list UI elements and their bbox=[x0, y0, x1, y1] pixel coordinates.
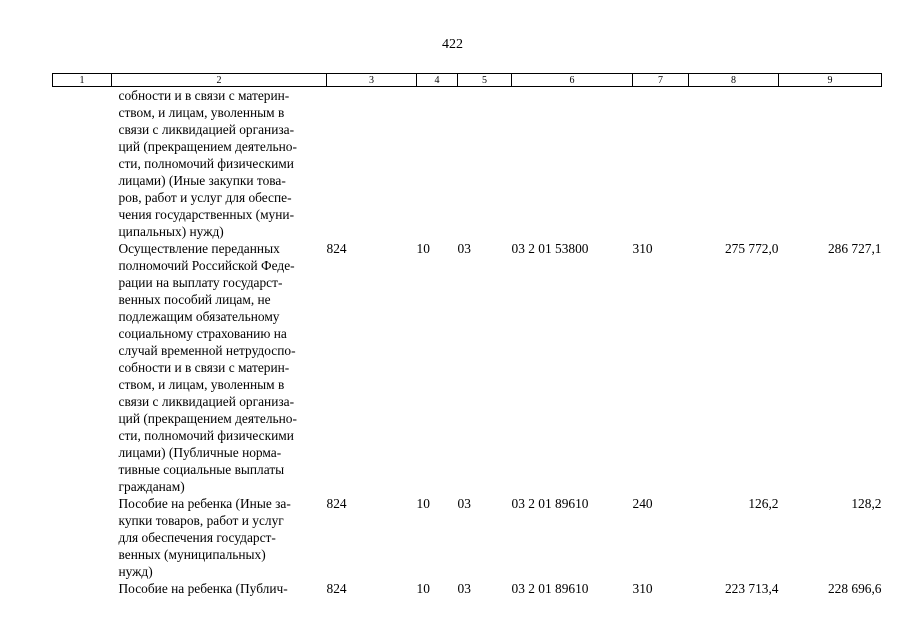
sum-year2-cell bbox=[779, 87, 882, 241]
target-article-cell: 03 2 01 89610 bbox=[511, 496, 589, 511]
row-number-cell bbox=[53, 495, 112, 580]
subsection-cell: 03 bbox=[457, 581, 471, 596]
column-number-row bbox=[53, 74, 882, 87]
page-number: 422 bbox=[442, 37, 463, 52]
ministry-code-cell: 824 bbox=[326, 581, 347, 596]
column-number-header: 1 bbox=[53, 74, 112, 87]
section-cell: 10 bbox=[416, 241, 430, 256]
row-number-cell bbox=[53, 87, 112, 241]
sum-year2-cell: 128,2 bbox=[851, 496, 882, 511]
table-row bbox=[53, 87, 882, 241]
sum-year1-cell: 223 713,4 bbox=[724, 581, 779, 596]
ministry-code-cell: 824 bbox=[326, 496, 347, 511]
row-number-cell bbox=[53, 240, 112, 495]
sum-year2-cell: 286 727,1 bbox=[827, 241, 882, 256]
sum-year2-cell: 228 696,6 bbox=[827, 581, 882, 596]
ministry-code-cell: 824 bbox=[326, 241, 347, 256]
column-number-header: 3 bbox=[327, 74, 417, 87]
sum-year1-cell: 275 772,0 bbox=[724, 241, 779, 256]
subsection-cell: 03 bbox=[457, 496, 471, 511]
target-article-cell: 03 2 01 89610 bbox=[511, 581, 589, 596]
expense-type-cell: 310 bbox=[632, 581, 653, 596]
column-number-header: 2 bbox=[112, 74, 327, 87]
row-description: Пособие на ребенка (Иные за- купки товаров, работ и услуг для обеспечения государст- венных (муниципальных) нужд) bbox=[118, 496, 291, 579]
section-cell bbox=[417, 87, 458, 241]
column-number-header: 6 bbox=[512, 74, 633, 87]
subsection-cell: 03 bbox=[457, 241, 471, 256]
row-description: Осуществление переданных полномочий Российской Феде- рации на выплату государст- венных пособий лицам, не подлежащим обязательному социальному страхованию на случай временной нетрудоспо- собности и в связи с материн- ством, и лицам, уволенным в связи с ликвидацией организа- ций (прекращением деятельно- сти, полномочий физическими лицами) (Публичные норма- тивные социальные выплаты гражданам) bbox=[118, 241, 297, 494]
target-article-cell bbox=[512, 87, 633, 241]
table-row bbox=[53, 240, 882, 495]
ministry-code-cell bbox=[327, 87, 417, 241]
sum-year1-cell: 126,2 bbox=[748, 496, 779, 511]
table-row bbox=[53, 495, 882, 580]
expense-type-cell bbox=[633, 87, 689, 241]
expense-type-cell: 240 bbox=[632, 496, 653, 511]
column-number-header: 4 bbox=[417, 74, 458, 87]
section-cell: 10 bbox=[416, 496, 430, 511]
table-row bbox=[53, 580, 882, 597]
budget-table bbox=[52, 73, 882, 597]
column-number-header: 5 bbox=[458, 74, 512, 87]
subsection-cell bbox=[458, 87, 512, 241]
row-description: собности и в связи с материн- ством, и лицам, уволенным в связи с ликвидацией организа- ций (прекращением деятельно- сти, полномочий физическими лицами) (Иные закупки това- ров, работ и услуг для обеспе- чения государственных (муни- ципальных) нужд) bbox=[118, 88, 297, 239]
column-number-header: 7 bbox=[633, 74, 689, 87]
sum-year1-cell bbox=[689, 87, 779, 241]
column-number-header: 8 bbox=[689, 74, 779, 87]
row-number-cell bbox=[53, 580, 112, 597]
target-article-cell: 03 2 01 53800 bbox=[511, 241, 589, 256]
column-number-header: 9 bbox=[779, 74, 882, 87]
expense-type-cell: 310 bbox=[632, 241, 653, 256]
row-description: Пособие на ребенка (Публич- bbox=[118, 581, 288, 596]
section-cell: 10 bbox=[416, 581, 430, 596]
